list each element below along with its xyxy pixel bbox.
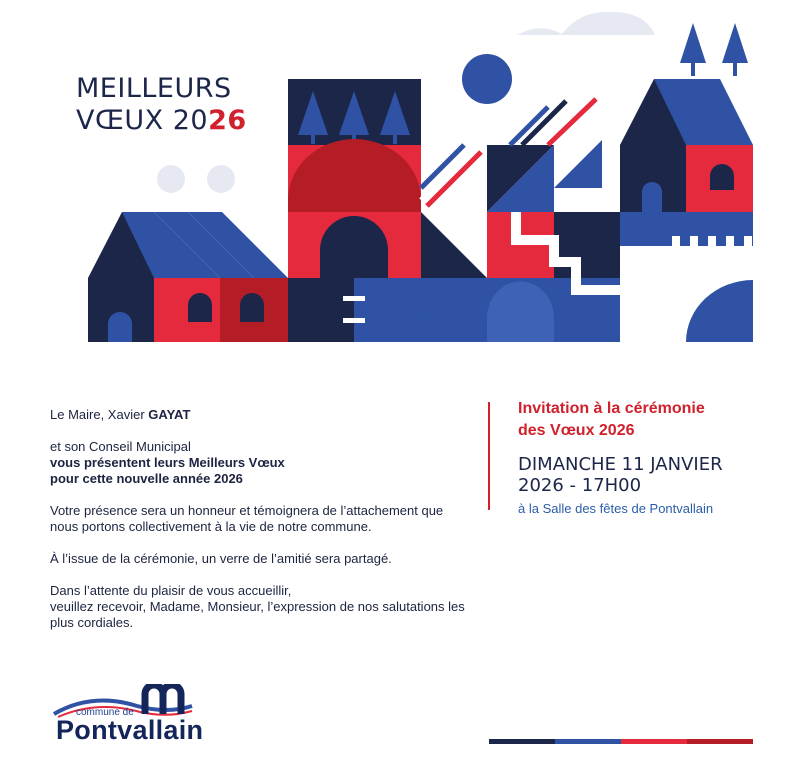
presence-paragraph: Votre présence sera un honneur et témoignera de l’attachement que nous portons collectivement à la vie de notre commune. — [50, 503, 444, 534]
bottom-color-bar — [489, 739, 753, 744]
commune-logo — [52, 684, 212, 748]
greeting-title — [76, 73, 247, 137]
closing-line-1: Dans l’attente du plaisir de vous accueillir, — [50, 583, 292, 598]
invitation-block — [518, 398, 788, 516]
letter-body — [50, 407, 470, 647]
color-bar-dark-red — [687, 739, 753, 744]
invitation-place: à la Salle des fêtes de Pontvallain — [518, 501, 714, 516]
council-paragraph — [50, 439, 470, 487]
closing-paragraph — [50, 583, 470, 631]
title-line-2 — [76, 105, 247, 137]
invitation-date — [518, 454, 788, 496]
right-house — [620, 79, 753, 342]
invitation-divider — [488, 402, 490, 510]
middle-blocks — [421, 99, 620, 342]
tree-icons-top-right — [680, 23, 748, 76]
wishes-line-2: pour cette nouvelle année 2026 — [50, 471, 243, 486]
wishes-line-1: vous présentent leurs Meilleurs Vœux — [50, 455, 285, 470]
council-line: et son Conseil Municipal — [50, 439, 191, 454]
title-year-red: 26 — [208, 105, 247, 136]
logo-name: Pontvallain — [56, 715, 204, 745]
invitation-title-line-2: des Vœux 2026 — [518, 422, 635, 439]
sun-circle — [462, 54, 512, 104]
title-line-2-prefix: VŒUX 20 — [76, 105, 209, 136]
mayor-line — [50, 407, 470, 423]
verre-paragraph: À l’issue de la cérémonie, un verre de l’amitié sera partagé. — [50, 551, 392, 566]
color-bar-red — [621, 739, 687, 744]
mayor-name: GAYAT — [148, 407, 191, 422]
closing-line-2: veuillez recevoir, Madame, Monsieur, l’expression de nos salutations les plus cordiales. — [50, 599, 465, 630]
central-tower — [288, 79, 421, 342]
left-house — [88, 212, 288, 342]
invitation-title-line-1: Invitation à la cérémonie — [518, 400, 705, 417]
invitation-date-line-1: DIMANCHE 11 JANVIER — [518, 454, 723, 475]
title-line-1: MEILLEURS — [76, 73, 232, 104]
color-bar-blue — [555, 739, 621, 744]
village-illustration — [0, 0, 800, 345]
invitation-title — [518, 398, 788, 442]
invitation-date-line-2: 2026 - 17H00 — [518, 475, 642, 496]
logo-small-text: commune de — [76, 707, 134, 718]
mayor-prefix: Le Maire, Xavier — [50, 407, 149, 422]
color-bar-navy — [489, 739, 555, 744]
